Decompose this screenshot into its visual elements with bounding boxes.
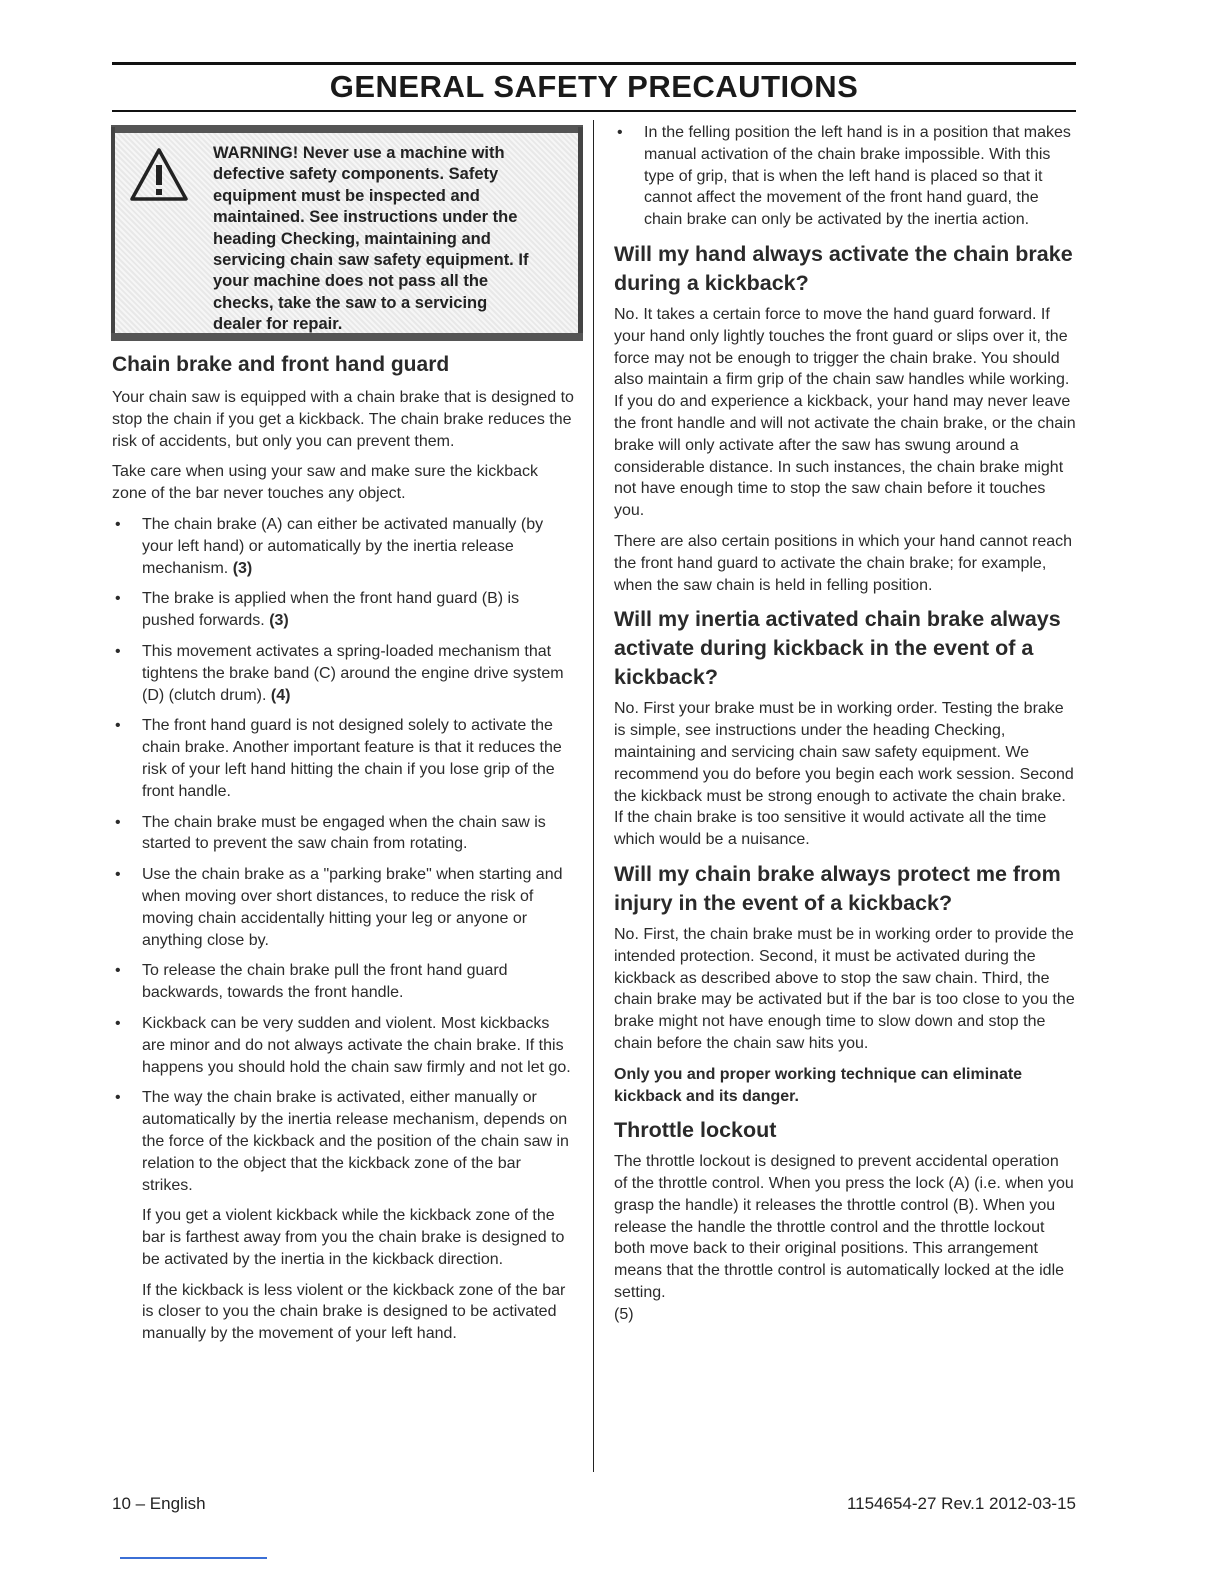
paragraph: If you get a violent kickback while the kickback zone of the bar is farthest away from you the chain brake is designed to be activated by the inertia in the kickback direction. (142, 1207, 565, 1268)
paragraph: No. First your brake must be in working order. Testing the brake is simple, see instructions under the heading Checking, maintaining and servicing chain saw safety equipment. We recommend you do before you begin each work session. Second the kickback must be strong enough to activate the chain brake. If the chain brake is too sensitive it would activate all the time which would be a nuisance. (614, 700, 1074, 849)
paragraph: Your chain saw is equipped with a chain brake that is designed to stop the chain if you get a kickback. The chain brake reduces the risk of accidents, but only you can prevent them. (112, 389, 574, 450)
scan-artifact-line (120, 1557, 267, 1559)
warning-line: your machine does not pass all the (213, 272, 489, 291)
warning-triangle-icon (129, 147, 189, 203)
list-item: • Kickback can be very sudden and violent. Most kickbacks are minor and do not always activate the chain brake. If this happens you should hold the chain saw firmly and not let go. (115, 1014, 571, 1076)
list-item: • Use the chain brake as a "parking brake" when starting and when moving over short distances, to reduce the risk of moving chain accidentally hitting your leg or anyone or anything close by. (115, 866, 563, 949)
section-heading-protect: Will my chain brake always protect me from injury in the event of a kickback? (614, 861, 1061, 915)
list-item: • The brake is applied when the front hand guard (B) is pushed forwards. (3) (115, 590, 520, 630)
paragraph: The throttle lockout is designed to prevent accidental operation of the throttle control. When you press the lock (A) (i.e. when you grasp the handle) it releases the throttle control (B). When you release the handle the throttle control and the throttle lockout both move back to their original positions. This arrangement means that the throttle control is automatically locked at the idle setting. (5) (614, 1153, 1074, 1323)
list-item: • The chain brake (A) can either be activated manually (by your left hand) or automatically by the inertia release mechanism. (3) (115, 515, 544, 577)
warning-line: checks, take the saw to a servicing (213, 293, 488, 312)
list-item: • The front hand guard is not designed solely to activate the chain brake. Another important feature is that it reduces the risk of your left hand hitting the chain if you lose grip of the front handle. (115, 717, 562, 800)
list-item: • This movement activates a spring-loaded mechanism that tightens the brake band (C) around the engine drive system (D) (clutch drum). (4) (115, 642, 564, 704)
section-heading-throttle: Throttle lockout (614, 1118, 777, 1143)
paragraph: There are also certain positions in which your hand cannot reach the front hand guard to activate the chain brake; for example, when the saw chain is held in felling position. (614, 532, 1073, 594)
list-item: • To release the chain brake pull the front hand guard backwards, towards the front handle. (115, 962, 508, 1002)
paragraph: If the kickback is less violent or the kickback zone of the bar is closer to you the chain brake is designed to be activated manually by the movement of your left hand. (142, 1281, 566, 1343)
warning-line: defective safety components. Safety (213, 165, 499, 184)
warning-line: servicing chain saw safety equipment. If (213, 251, 529, 270)
list-item: • The way the chain brake is activated, either manually or automatically by the inertia release mechanism, depends on the force of the kickback and the position of the chain saw in relation to the object that the kickback zone of the bar strikes. (115, 1089, 569, 1194)
document-id: 1154654-27 Rev.1 2012-03-15 (846, 1494, 1076, 1513)
right-column (614, 122, 1076, 1335)
warning-box (112, 126, 582, 340)
warning-line: maintained. See instructions under the (213, 208, 518, 227)
list-item: • In the felling position the left hand is in a position that makes manual activation of the chain brake impossible. With this type of grip, that is when the left hand is placed so that it cannot affect the movement of the front hand guard, the chain brake can only be activated by the inertia action. (617, 124, 1071, 229)
paragraph: No. It takes a certain force to move the hand guard forward. If your hand only lightly touches the front guard or slips over it, the force may not be enough to trigger the chain brake. You should also maintain a firm grip of the chain saw handles while working. If you do and experience a kickback, your hand may never leave the front handle and will not activate the chain brake, or the chain brake will only activate after the saw has swung around a considerable distance. In such instances, the chain brake might not have enough time to stop the saw chain before it touches you. (614, 305, 1076, 520)
title-rule (112, 110, 1076, 112)
paragraph: Take care when using your saw and make sure the kickback zone of the bar never touches any object. (112, 463, 538, 503)
paragraph: No. First, the chain brake must be in working order to provide the intended protection. Second, it must be activated during the kickback as described above to stop the saw chain. Third, the chain brake may be activated but if the bar is too close to you the brake might not have enough time to slow down and stop the chain before the chain saw hits you. (614, 925, 1075, 1052)
warning-line: heading Checking, maintaining and (213, 229, 491, 248)
warning-line: dealer for repair. (213, 315, 343, 334)
section-heading-hand-activate: Will my hand always activate the chain brake during a kickback? (614, 241, 1073, 295)
warning-text (213, 143, 563, 336)
page-number: 10 – English (112, 1494, 206, 1513)
warning-line: WARNING! Never use a machine with (213, 144, 505, 162)
top-rule (112, 62, 1076, 65)
left-column (112, 126, 574, 1354)
column-divider (593, 120, 594, 1472)
bullet-list (112, 514, 574, 1196)
page-title: GENERAL SAFETY PRECAUTIONS (329, 69, 859, 104)
bullet-list (614, 122, 1076, 231)
list-item: • The chain brake must be engaged when the chain saw is started to prevent the saw chain from rotating. (115, 813, 546, 853)
warning-line: equipment must be inspected and (213, 186, 480, 205)
section-heading-chain-brake: Chain brake and front hand guard (112, 353, 450, 376)
section-heading-inertia: Will my inertia activated chain brake always activate during kickback in the event of a kickback? (614, 607, 1061, 690)
emphasis-paragraph: Only you and proper working technique can eliminate kickback and its danger. (614, 1065, 1023, 1105)
